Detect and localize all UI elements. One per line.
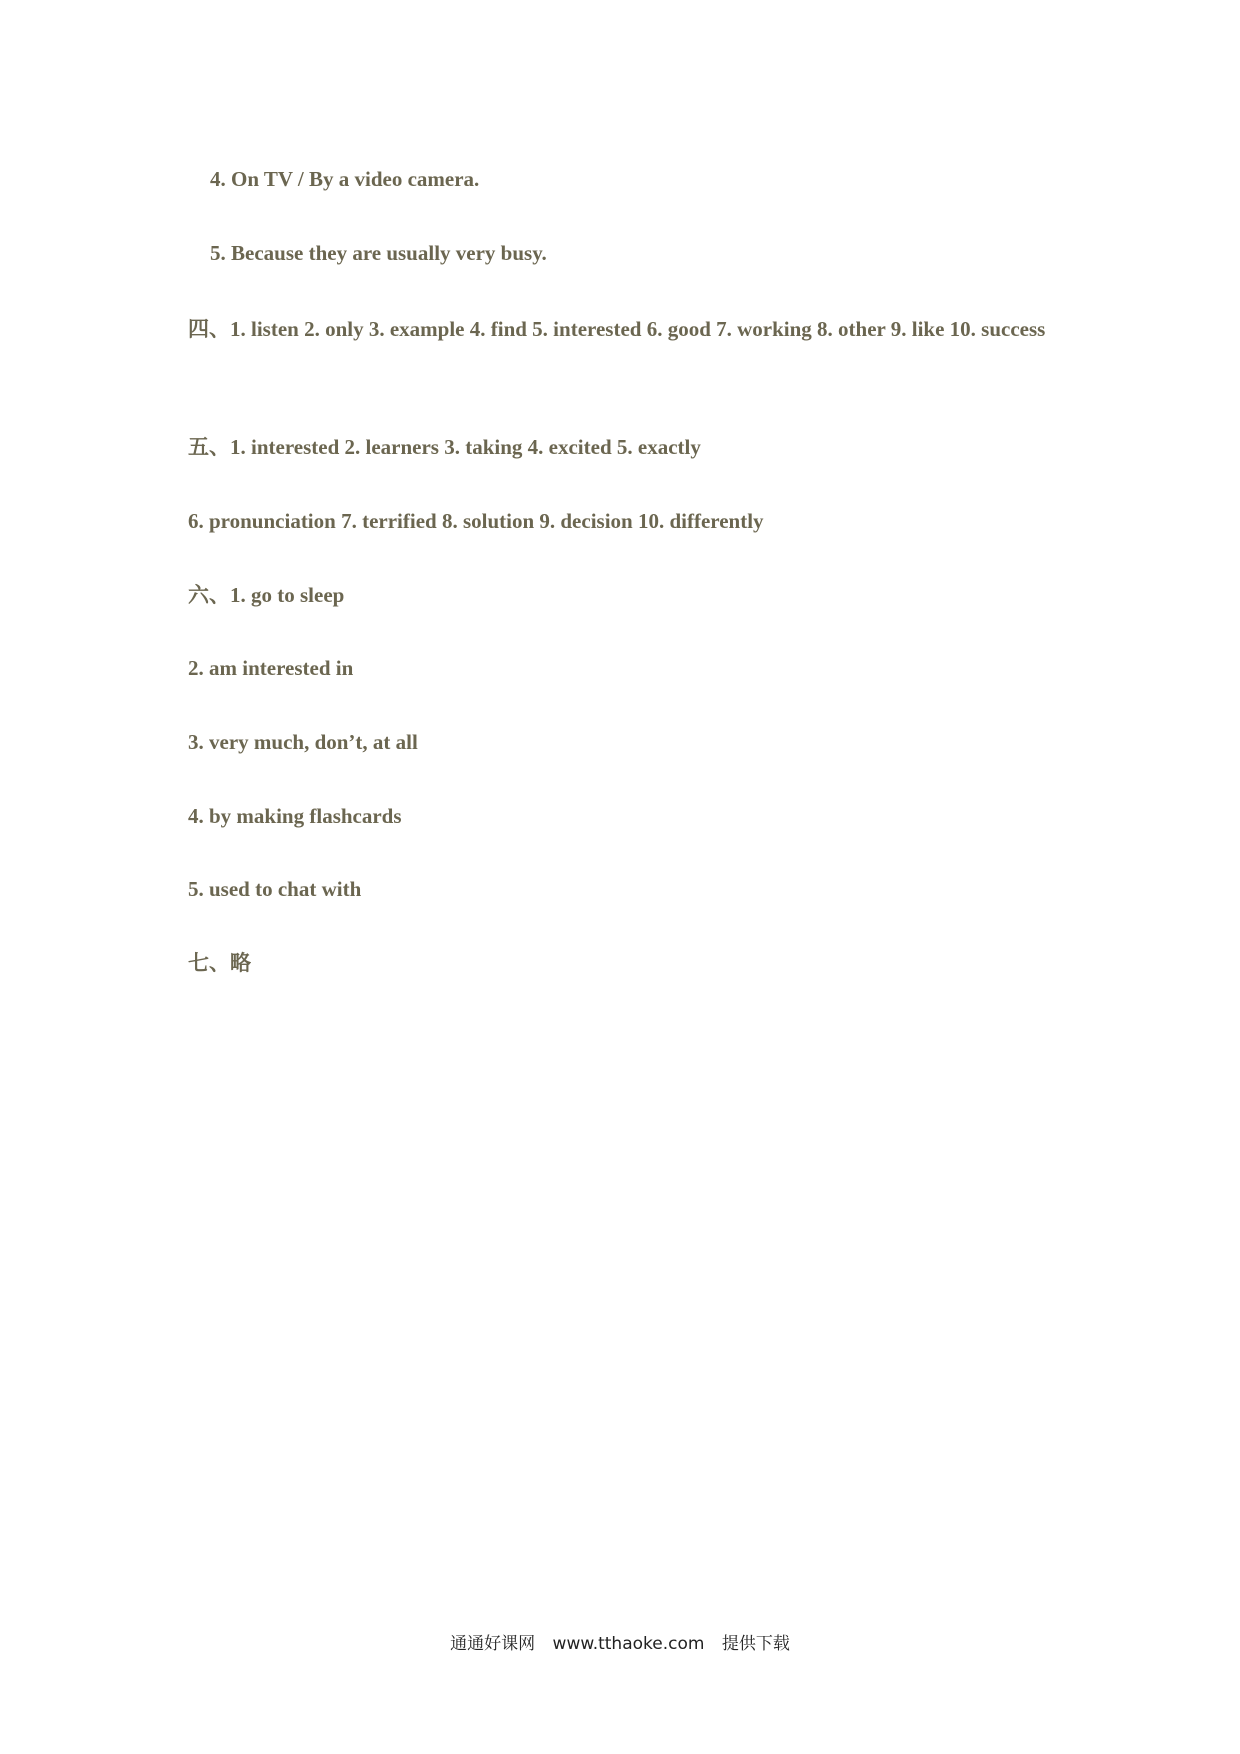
footer-url: www.tthaoke.com	[552, 1634, 705, 1654]
answer-part5-line1: 五、1. interested 2. learners 3. taking 4. excited 5. exactly	[188, 435, 701, 459]
answer-part7: 七、略	[188, 951, 251, 975]
footer-site-name: 通通好课网	[450, 1634, 536, 1654]
answer-part5-line2: 6. pronunciation 7. terrified 8. solution 9. decision 10. differently	[188, 509, 764, 533]
answer-part3-q5: 5. Because they are usually very busy.	[210, 241, 547, 265]
answer-part6-q5: 5. used to chat with	[188, 877, 362, 901]
answer-part3-q4: 4. On TV / By a video camera.	[210, 167, 480, 191]
answer-part6-q2: 2. am interested in	[188, 656, 354, 680]
answer-part6-q4: 4. by making flashcards	[188, 804, 402, 828]
footer-note: 提供下载	[721, 1634, 790, 1654]
answer-part6-q3: 3. very much, don’t, at all	[188, 730, 418, 754]
answer-part6-q1: 六、1. go to sleep	[188, 583, 345, 607]
answer-part4: 四、1. listen 2. only 3. example 4. find 5. interested 6. good 7. working 8. other 9. like 10. success	[188, 317, 1046, 341]
page-footer	[0, 1632, 1240, 1656]
